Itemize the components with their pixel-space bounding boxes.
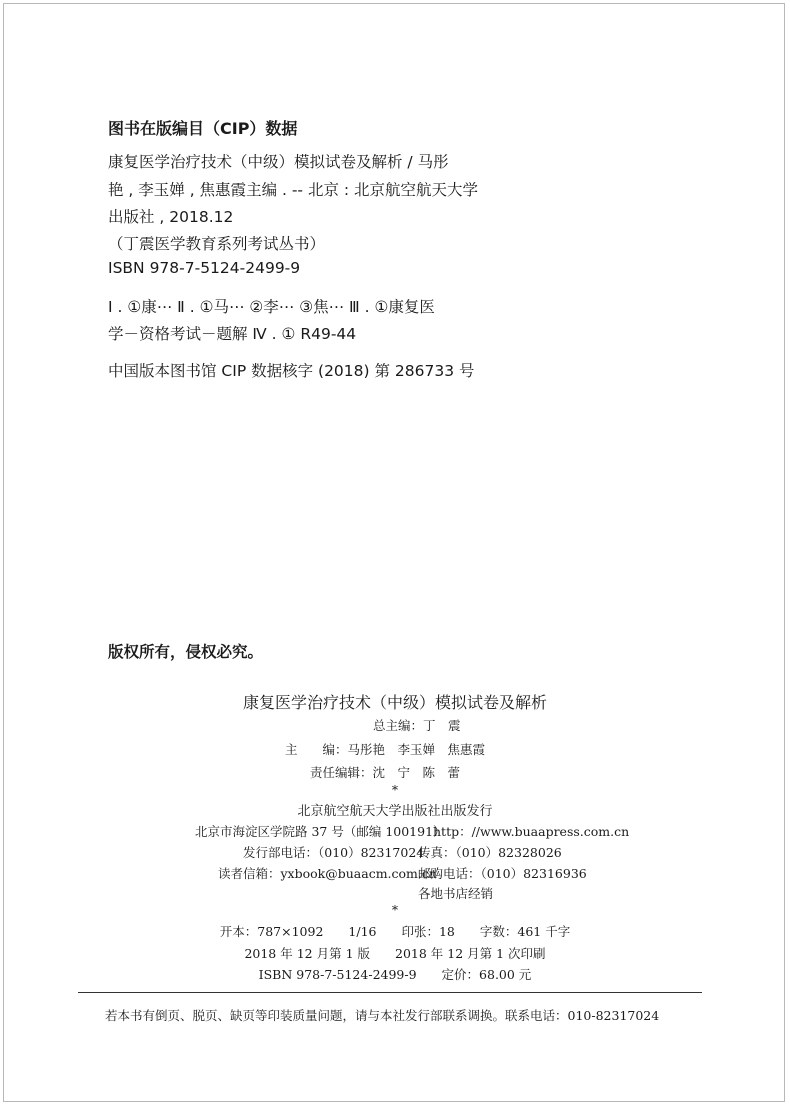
publisher-website: http：//www.buaapress.com.cn (433, 824, 630, 839)
publisher-address: 北京市海淀区学院路 37 号（邮编 100191） (195, 824, 446, 839)
book-title: 康复医学治疗技术（中级）模拟试卷及解析 (242, 693, 547, 712)
publisher: 北京航空航天大学出版社出版发行 (297, 804, 493, 819)
sales-phone: 发行部电话：（010）82317024 (243, 845, 425, 860)
book-format: 开本：787×1092 1/16 印张：18 字数：461 千字 (219, 924, 571, 939)
cip-heading: 图书在版编目（CIP）数据 (108, 119, 298, 138)
cip-classification: 学－资格考试－题解 Ⅳ . ① R49-44 (108, 325, 357, 343)
responsible-editors: 责任编辑：沈 宁 陈 蕾 (310, 765, 461, 780)
cip-line: 出版社 , 2018.12 (108, 208, 234, 226)
mail-order-phone: 邮购电话：（010）82316936 (418, 866, 587, 881)
cip-isbn: ISBN 978-7-5124-2499-9 (108, 259, 301, 277)
separator-star: * (391, 902, 399, 917)
fax: 传真：（010）82328026 (418, 845, 562, 860)
separator-star: * (391, 782, 399, 797)
editors: 主 编：马彤艳 李玉婵 焦惠霞 (285, 742, 486, 757)
chief-editor: 总主编：丁 震 (373, 718, 461, 733)
edition-info: 2018 年 12 月第 1 版 2018 年 12 月第 1 次印刷 (244, 946, 546, 961)
cip-series: （丁震医学教育系列考试丛书） (108, 235, 326, 253)
cip-record-number: 中国版本图书馆 CIP 数据核字 (2018) 第 286733 号 (108, 362, 475, 380)
cip-line: 康复医学治疗技术（中级）模拟试卷及解析 / 马彤 (108, 153, 449, 171)
reader-email: 读者信箱：yxbook@buaacm.com.cn (218, 866, 437, 881)
divider (78, 992, 702, 993)
copyright-notice: 版权所有，侵权必究。 (108, 643, 264, 661)
cip-classification: Ⅰ . ①康⋯ Ⅱ . ①马⋯ ②李⋯ ③焦⋯ Ⅲ . ①康复医 (108, 298, 435, 316)
isbn-price: ISBN 978-7-5124-2499-9 定价：68.00 元 (258, 967, 532, 982)
cip-line: 艳 , 李玉婵 , 焦惠霞主编 . -- 北京 : 北京航空航天大学 (108, 181, 479, 199)
quality-notice: 若本书有倒页、脱页、缺页等印装质量问题，请与本社发行部联系调换。联系电话：010-82317024 (105, 1008, 660, 1023)
distribution: 各地书店经销 (418, 886, 494, 901)
